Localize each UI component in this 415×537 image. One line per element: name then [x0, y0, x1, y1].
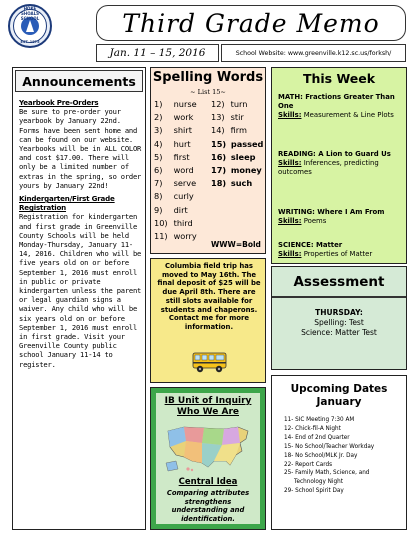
math-skill-label: Skills:	[278, 111, 302, 119]
writing-title: WRITING: Where I Am From	[278, 208, 385, 216]
spelling-panel	[150, 67, 266, 254]
reading-skill: Inferences, predicting outcomes	[278, 159, 379, 176]
spelling-word: first	[171, 151, 190, 162]
upcoming-title-line-2: January	[316, 396, 362, 408]
spelling-word-row	[154, 230, 197, 243]
announcements-title: Announcements	[15, 70, 143, 92]
spelling-word-number: 13)	[211, 112, 225, 123]
spelling-left-column	[154, 98, 197, 243]
spelling-word-number: 2)	[154, 112, 163, 123]
ib-unit-title: IB Unit of Inquiry Who We Are	[164, 396, 252, 417]
math-block	[278, 93, 404, 120]
upcoming-date-item: 29- School Spirit Day	[284, 488, 344, 495]
spelling-word-row	[154, 98, 197, 111]
spelling-key: WWW=Bold	[211, 240, 261, 249]
us-map-image	[164, 421, 252, 473]
assessment-text	[272, 308, 406, 338]
assessment-divider	[272, 296, 406, 298]
yearbook-body: Be sure to pre-order your yearbook by January 22nd. Forms have been sent home and can be found on our website. Yearbooks will be in ALL COLOR and cost $17.00. There will only be a limited number of extras in the spring, so order yours by January 22nd!	[19, 107, 142, 190]
logo-est-text: EST. 1875	[20, 40, 40, 44]
spelling-word-number: 8)	[154, 191, 163, 202]
spelling-word-row	[154, 217, 197, 230]
spelling-word: dirt	[171, 204, 188, 215]
spelling-word: word	[171, 165, 194, 176]
upcoming-date-item: 12- Chick-fil-A Night	[284, 425, 341, 432]
announcements-body	[19, 98, 145, 373]
central-idea-text: Comparing attributes strengthens understanding and identification.	[166, 489, 250, 523]
upcoming-title-line-1: Upcoming Dates	[290, 383, 388, 395]
assessment-title: Assessment	[293, 274, 385, 290]
date-range: Jan. 11 – 15, 2016	[96, 44, 219, 62]
spelling-title: Spelling Words	[152, 70, 264, 85]
logo-top-text: HOKE SHOALS SCHOOL	[20, 6, 40, 21]
writing-skill-label: Skills:	[278, 217, 302, 225]
spelling-word-number: 1)	[154, 99, 163, 109]
spelling-word-row	[154, 204, 197, 217]
spelling-word: nurse	[171, 99, 197, 109]
upcoming-dates-panel	[271, 375, 407, 530]
upcoming-date-item: Technology Night	[294, 479, 343, 486]
spelling-word-number: 3)	[154, 125, 163, 136]
spelling-list-label: ~ List 15~	[190, 88, 226, 96]
spelling-word-number: 16)	[211, 151, 227, 162]
school-logo	[8, 4, 52, 48]
field-trip-panel	[150, 258, 266, 383]
this-week-title: This Week	[302, 71, 376, 86]
writing-skill: Poems	[301, 217, 327, 225]
spelling-word-row	[211, 164, 263, 177]
spelling-word: work	[171, 112, 194, 123]
writing-block	[278, 208, 404, 226]
spelling-word: money	[228, 165, 262, 176]
spelling-word-row	[154, 177, 197, 190]
central-idea-label: Central Idea	[178, 477, 238, 487]
memo-title-box	[96, 5, 406, 41]
spelling-word-number: 9)	[154, 204, 163, 215]
spelling-word: firm	[228, 125, 247, 136]
spelling-word-row	[211, 177, 263, 190]
science-block	[278, 241, 404, 259]
spelling-word: sleep	[228, 151, 256, 162]
spelling-word-row	[211, 151, 263, 164]
spelling-word: hurt	[171, 138, 191, 149]
spelling-word: stir	[228, 112, 244, 123]
spelling-word: turn	[228, 99, 248, 109]
spelling-word: worry	[171, 231, 197, 242]
school-bus-icon	[192, 349, 228, 375]
spelling-word-number: 10)	[154, 217, 168, 228]
ib-unit-inner	[156, 393, 260, 524]
spelling-word: serve	[171, 178, 197, 189]
science-skill: Properties of Matter	[301, 250, 373, 258]
school-website[interactable]: School Website: www.greenville.k12.sc.us/forksh/	[221, 44, 406, 62]
spelling-word: such	[228, 178, 253, 189]
spelling-word-number: 18)	[211, 178, 227, 189]
spelling-word-row	[211, 98, 263, 111]
upcoming-date-item: 15- No School/Teacher Workday	[284, 443, 375, 450]
kinder-heading: Kindergarten/First Grade Registration	[19, 194, 115, 213]
upcoming-title	[272, 383, 406, 409]
kinder-body: Registration for kindergarten and first grade in Greenville County Schools will be held Monday-Thursday, January 11-14, 2016. Children who will be five years old on or before September 1, 2016 must enroll in public or private kindergarten unless the parent or legal guardian signs a waiver. Any child who will be six years old on or before September 1, 2016 must enroll in first grade. Visit your Greenville County public school January 11-14 to register.	[19, 212, 142, 369]
this-week-panel	[271, 67, 407, 264]
upcoming-date-item: 25- Family Math, Science, and	[284, 470, 370, 477]
spelling-word: third	[171, 217, 193, 228]
reading-skill-label: Skills:	[278, 159, 302, 167]
assessment-line-1: Spelling: Test	[314, 318, 364, 327]
upcoming-date-item: 22- Report Cards	[284, 461, 333, 468]
spelling-word: passed	[228, 138, 264, 149]
memo-title: Third Grade Memo	[122, 8, 380, 38]
spelling-word-number: 14)	[211, 125, 225, 136]
spelling-word: shirt	[171, 125, 192, 136]
spelling-word-number: 7)	[154, 178, 163, 189]
science-title: SCIENCE: Matter	[278, 241, 343, 249]
upcoming-date-item: 18- No School/MLK Jr. Day	[284, 452, 358, 459]
assessment-panel	[271, 266, 407, 370]
upcoming-date-item: 14- End of 2nd Quarter	[284, 434, 350, 441]
spelling-word-number: 11)	[154, 231, 168, 242]
announcements-panel	[12, 67, 146, 530]
field-trip-text: Columbia field trip has moved to May 16th. The final deposit of $25 will be due April 8th. There are still slots available for students and chaperons. Contact me for more information.	[157, 262, 261, 331]
spelling-word-row	[211, 124, 263, 137]
spelling-word-number: 6)	[154, 165, 163, 176]
upcoming-list	[284, 416, 404, 496]
reading-title: READING: A Lion to Guard Us	[278, 150, 391, 158]
reading-block	[278, 150, 404, 177]
spelling-word-row	[211, 138, 263, 151]
spelling-word-row	[154, 164, 197, 177]
spelling-right-column	[211, 98, 263, 190]
spelling-word: curly	[171, 191, 194, 202]
spelling-word-number: 4)	[154, 138, 163, 149]
spelling-word-row	[154, 190, 197, 203]
ib-unit-panel	[150, 387, 266, 530]
upcoming-date-item: 11- SIC Meeting 7:30 AM	[284, 417, 355, 423]
math-title: MATH: Fractions Greater Than One	[278, 93, 395, 110]
spelling-word-row	[154, 111, 197, 124]
science-skill-label: Skills:	[278, 250, 302, 258]
spelling-word-number: 17)	[211, 165, 227, 176]
spelling-word-number: 15)	[211, 138, 227, 149]
spelling-word-row	[154, 124, 197, 137]
spelling-word-number: 5)	[154, 151, 163, 162]
yearbook-heading: Yearbook Pre-Orders	[19, 98, 99, 107]
math-skill: Measurement & Line Plots	[301, 111, 394, 119]
assessment-day: THURSDAY:	[315, 308, 363, 317]
spelling-word-number: 12)	[211, 99, 225, 109]
spelling-word-row	[211, 111, 263, 124]
spelling-word-row	[154, 151, 197, 164]
assessment-line-2: Science: Matter Test	[301, 328, 377, 337]
spelling-word-row	[154, 138, 197, 151]
